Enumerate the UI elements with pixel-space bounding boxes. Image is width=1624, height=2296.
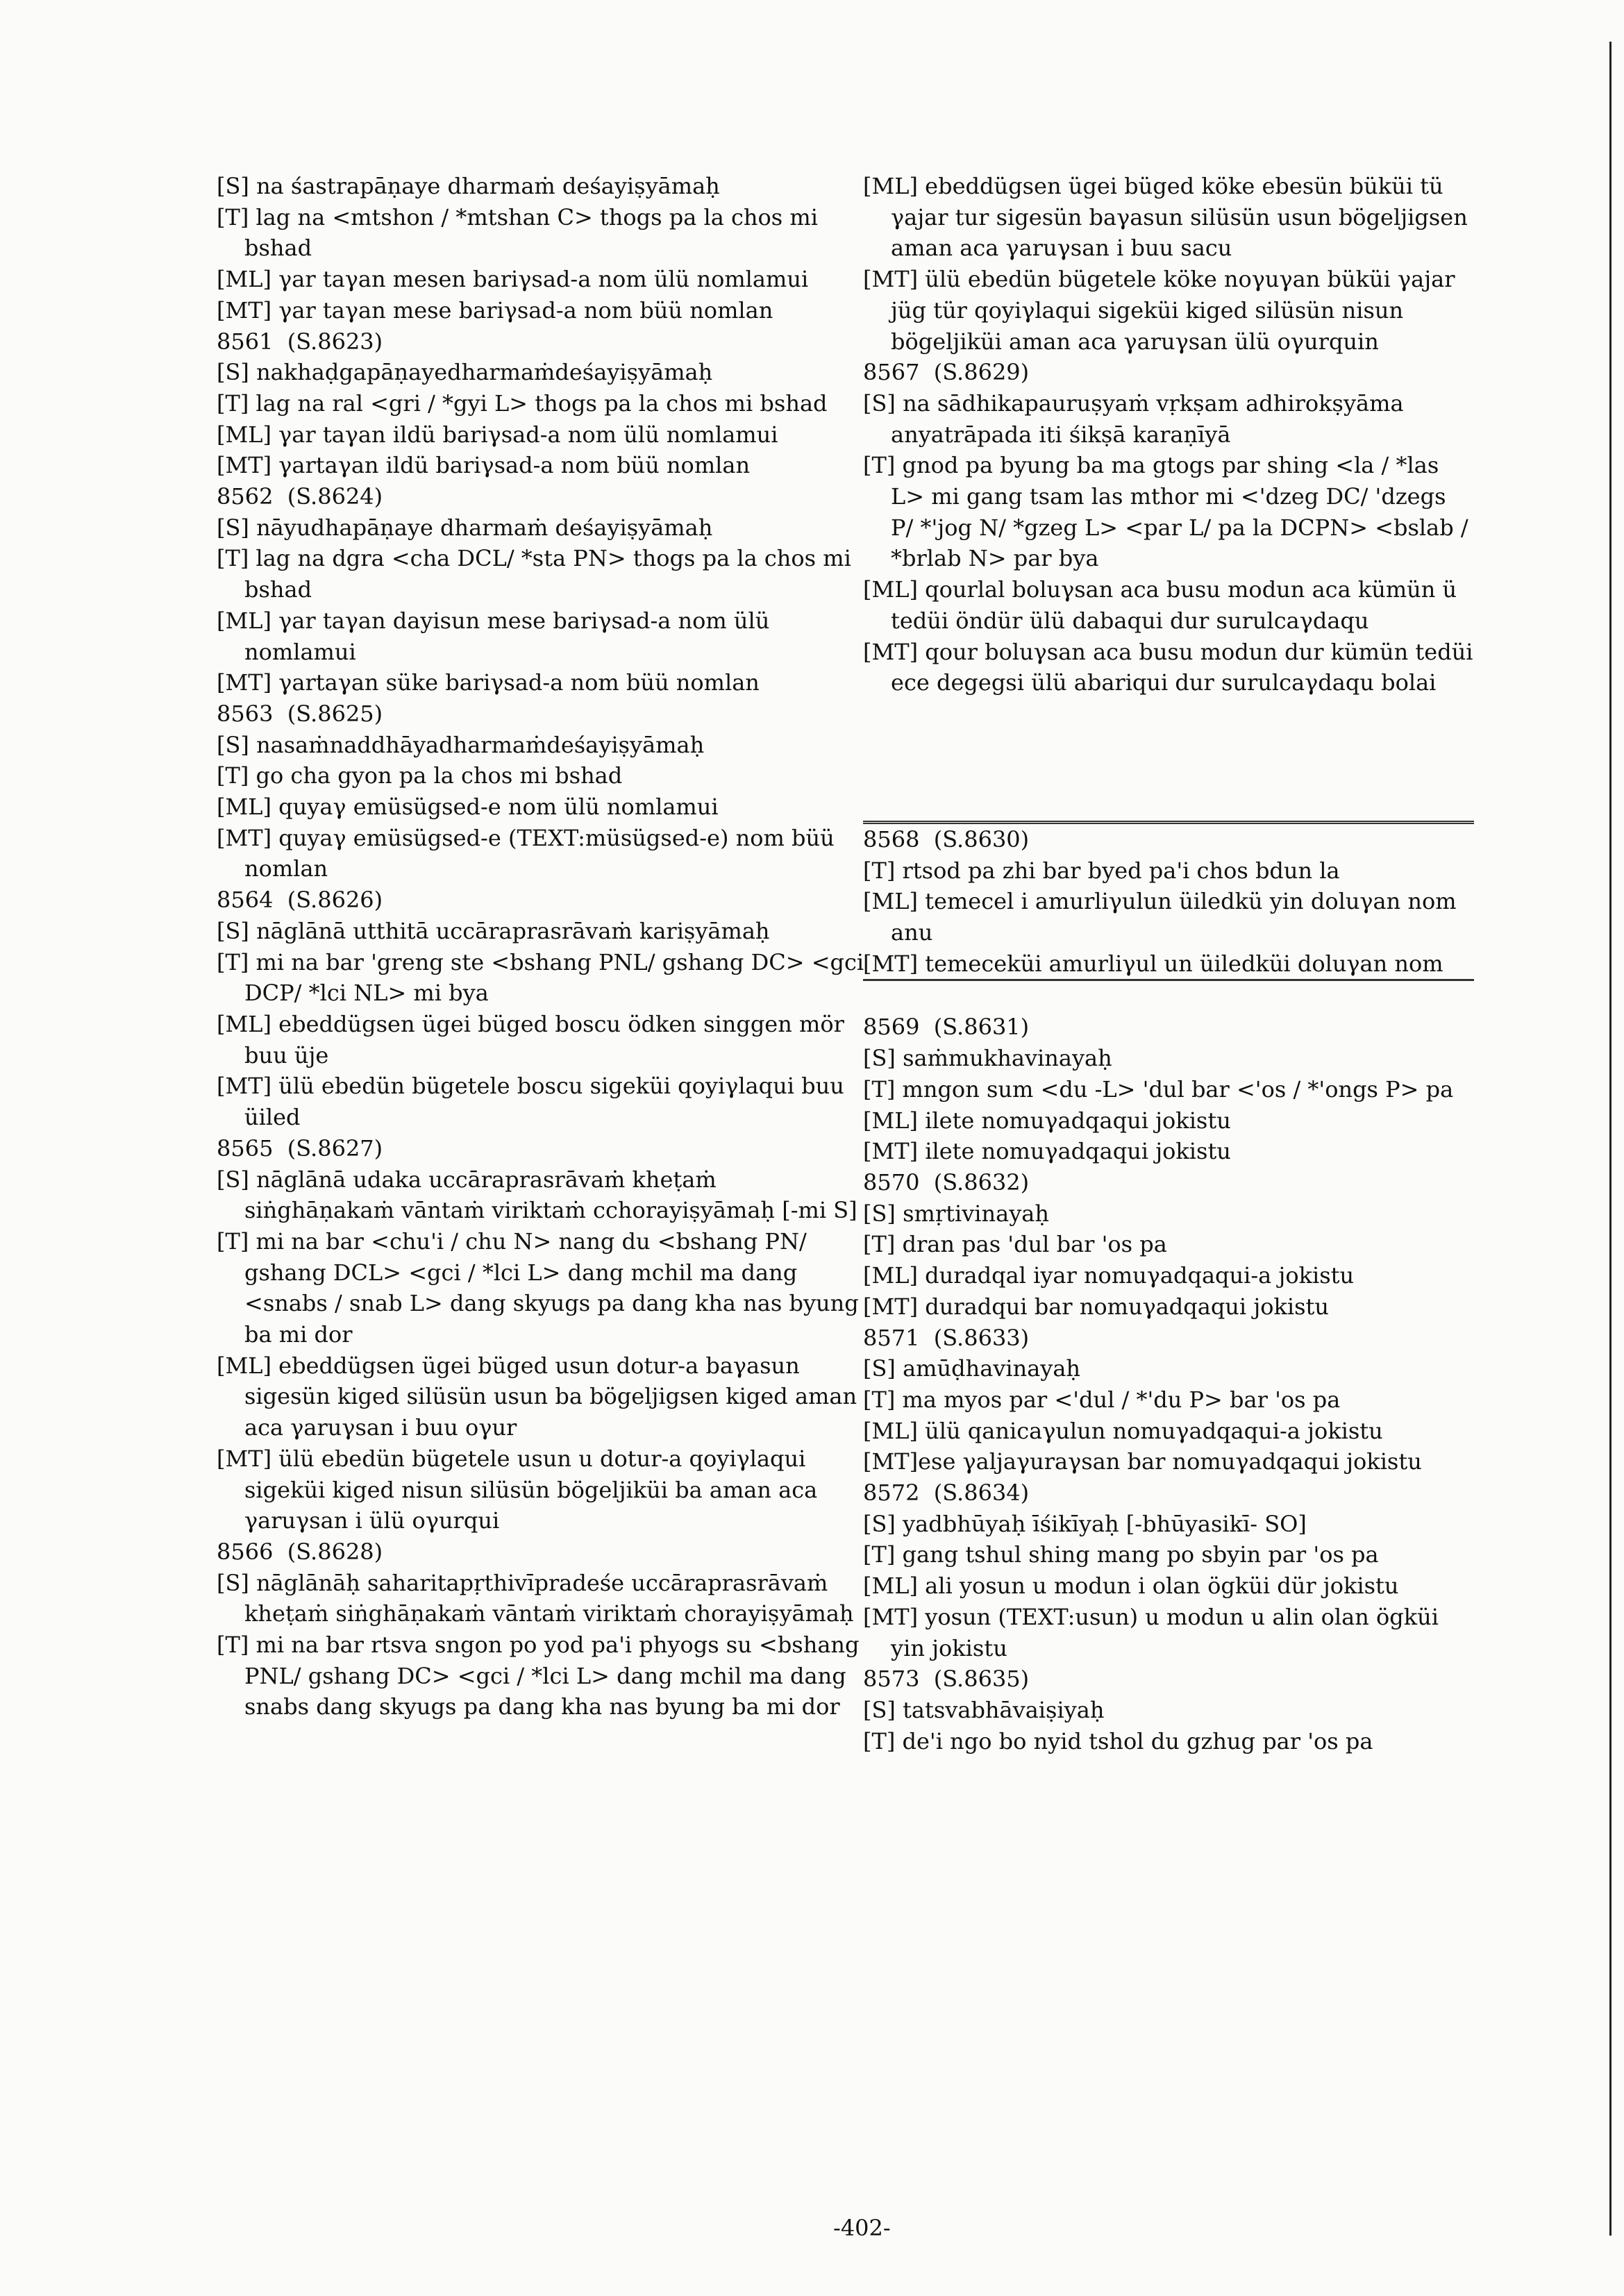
entry-line: [MT] γartaγan süke bariγsad-a nom büü nomlan xyxy=(217,669,760,696)
entry-line: [S] na śastrapāṇaye dharmaṁ deśayiṣyāmaḥ xyxy=(217,173,720,199)
entry-line: [S] amūḍhavinayaḥ xyxy=(863,1355,1081,1382)
entry-line: [S] nasaṁnaddhāyadharmaṁdeśayiṣyāmaḥ xyxy=(217,731,705,758)
entry-line: [S] nāglānāḥ saharitapṛthivīpradeśe uccāraprasrāvaṁ kheṭaṁ siṅghāṇakaṁ vāntaṁ viriktaṁ chorayiṣyāmaḥ xyxy=(217,1569,854,1627)
entry-line: [T] go cha gyon pa la chos mi bshad xyxy=(217,762,623,789)
entry-line: [MT] yosun (TEXT:usun) u modun u alin olan ögküi yin jokistu xyxy=(863,1603,1439,1661)
entry-line: [T] mi na bar 'greng ste <bshang PNL/ gshang DC> <gci DCP/ *lci NL> mi bya xyxy=(217,948,864,1007)
entry-line: [T] mngon sum <du -L> 'dul bar <'os / *'ongs P> pa xyxy=(863,1075,1454,1103)
entry-line: [S] smṛtivinayaḥ xyxy=(863,1200,1049,1227)
entry-number: 8573 (S.8635) xyxy=(863,1666,1030,1693)
entry-line: [S] yadbhūyaḥ īśikīyaḥ [-bhūyasikī- SO] xyxy=(863,1510,1307,1537)
entry-number: 8562 (S.8624) xyxy=(217,483,383,510)
entry-line: [ML] γar taγan dayisun mese bariγsad-a nom ülü nomlamui xyxy=(217,607,770,665)
spacer xyxy=(863,729,1474,760)
entry-line: [S] nakhaḍgapāṇayedharmaṁdeśayiṣyāmaḥ xyxy=(217,359,713,386)
entry-line: [T] dran pas 'dul bar 'os pa xyxy=(863,1231,1167,1258)
entry-line: [S] na sādhikapauruṣyaṁ vṛkṣam adhirokṣyāma anyatrāpada iti śikṣā karaṇīyā xyxy=(863,389,1404,448)
entry-number: 8567 (S.8629) xyxy=(863,359,1030,386)
entry-line: [MT] γar taγan mese bariγsad-a nom büü nomlan xyxy=(217,296,773,324)
entry-line: [T] mi na bar <chu'i / chu N> nang du <bshang PN/ gshang DCL> <gci / *lci L> dang mchil ma dang <snabs / snab L> dang skyugs pa dang kha nas byung ba mi dor xyxy=(217,1227,859,1348)
entry-line: [ML] quyaγ emüsügsed-e nom ülü nomlamui xyxy=(217,794,719,821)
spacer xyxy=(863,698,1474,729)
entry-number: 8565 (S.8627) xyxy=(217,1134,383,1162)
entry-line: [ML] duradqal iyar nomuγadqaqui-a jokistu xyxy=(863,1262,1355,1289)
entry-line: [S] nāglānā utthitā uccāraprasrāvaṁ kariṣyāmaḥ xyxy=(217,917,770,944)
entry-number: 8564 (S.8626) xyxy=(217,887,383,914)
entry-line: [S] tatsvabhāvaiṣiyaḥ xyxy=(863,1696,1105,1723)
entry-line: [ML] temecel i amurliγulun üiledkü yin doluγan nom anu xyxy=(863,888,1457,946)
entry-number: 8563 (S.8625) xyxy=(217,700,383,727)
entry-line: [MT] γartaγan ildü bariγsad-a nom büü nomlan xyxy=(217,452,751,479)
spacer xyxy=(863,760,1474,790)
page-edge-line xyxy=(1609,42,1612,2236)
entry-line: [ML] ülü qanicaγulun nomuγadqaqui-a jokistu xyxy=(863,1417,1383,1444)
entry-number: 8561 (S.8623) xyxy=(217,328,383,355)
entry-line: [MT] duradqui bar nomuγadqaqui jokistu xyxy=(863,1293,1330,1320)
entry-line: [S] saṁmukhavinayaḥ xyxy=(863,1045,1112,1072)
entry-line: [T] rtsod pa zhi bar byed pa'i chos bdun la xyxy=(863,857,1340,884)
entry-line: [MT] ülü ebedün bügetele köke noγuγan büküi γajar jüg tür qoyiγlaqui sigeküi kiged silüsün nisun bögeljiküi aman aca γaruγsan ülü oγurquin xyxy=(863,266,1455,355)
entry-number: 8571 (S.8633) xyxy=(863,1324,1030,1351)
entry-line: [ML] ebeddügsen ügei büged köke ebesün büküi tü γajar tur sigesün baγasun silüsün usun bögeljigsen aman aca γaruγsan i buu sacu xyxy=(863,173,1468,262)
entry-number: 8566 (S.8628) xyxy=(217,1538,383,1565)
entry-line: [MT] temeceküi amurliγul un üiledküi doluγan nom xyxy=(863,950,1443,977)
entry-line: [ML] ali yosun u modun i olan ögküi dür jokistu xyxy=(863,1573,1399,1600)
entry-line: [T] de'i ngo bo nyid tshol du gzhug par 'os pa xyxy=(863,1727,1373,1754)
entry-line: [ML] ebeddügsen ügei büged usun dotur-a baγasun sigesün kiged silüsün usun ba bögeljigsen kiged aman aca γaruγsan i buu oγur xyxy=(217,1352,857,1441)
entry-line: [ML] γar taγan mesen bariγsad-a nom ülü nomlamui xyxy=(217,266,809,293)
entry-number: 8569 (S.8631) xyxy=(863,1014,1030,1041)
entry-line: [MT] qour boluγsan aca busu modun dur kümün tedüi ece degegsi ülü abariqui dur surulcaγdaqu bolai xyxy=(863,638,1473,696)
entry-number: 8568 (S.8630) xyxy=(863,826,1030,853)
entry-line: [T] lag na ral <gri / *gyi L> thogs pa la chos mi bshad xyxy=(217,389,828,417)
left-column xyxy=(217,171,867,1723)
entry-line: [T] gang tshul shing mang po sbyin par 'os pa xyxy=(863,1541,1379,1568)
right-column xyxy=(863,171,1474,1757)
entry-number: 8572 (S.8634) xyxy=(863,1480,1030,1507)
entry-line: [ML] ebeddügsen ügei büged boscu ödken singgen mör buu üje xyxy=(217,1010,844,1069)
entry-line: [ML] γar taγan ildü bariγsad-a nom ülü nomlamui xyxy=(217,421,778,448)
entry-line: [T] lag na <mtshon / *mtshan C> thogs pa la chos mi bshad xyxy=(217,203,818,262)
entry-line: [T] mi na bar rtsva sngon po yod pa'i phyogs su <bshang PNL/ gshang DC> <gci / *lci L> dang mchil ma dang snabs dang skyugs pa dang kha nas byung ba mi dor xyxy=(217,1632,860,1720)
entry-line: [ML] ilete nomuγadqaqui jokistu xyxy=(863,1107,1231,1134)
entry-line: [T] gnod pa byung ba ma gtogs par shing <la / *las L> mi gang tsam las mthor mi <'dzeg DC/ 'dzegs P/ *'jog N/ *gzeg L> <par L/ pa la DCPN> <bslab / *brlab N> par bya xyxy=(863,452,1468,572)
entry-line: [T] lag na dgra <cha DCL/ *sta PN> thogs pa la chos mi bshad xyxy=(217,545,851,603)
entry-line: [MT] ülü ebedün bügetele boscu sigeküi qoyiγlaqui buu üiled xyxy=(217,1073,844,1131)
entry-line: [S] nāyudhapāṇaye dharmaṁ deśayiṣyāmaḥ xyxy=(217,514,713,541)
page-number: -402- xyxy=(833,2215,891,2241)
entry-line: [MT]ese γaljaγuraγsan bar nomuγadqaqui jokistu xyxy=(863,1448,1422,1475)
entry-line: [T] ma myos par <'dul / *'du P> bar 'os pa xyxy=(863,1386,1341,1413)
spacer xyxy=(863,981,1474,1012)
entry-line: [MT] ilete nomuγadqaqui jokistu xyxy=(863,1138,1231,1165)
spacer xyxy=(863,790,1474,821)
entry-line: [S] nāglānā udaka uccāraprasrāvaṁ kheṭaṁ siṅghāṇakaṁ vāntaṁ viriktaṁ cchorayiṣyāmaḥ [-mi S] xyxy=(217,1166,857,1224)
entry-line: [MT] ülü ebedün bügetele usun u dotur-a qoyiγlaqui sigeküi kiged nisun silüsün bögeljiküi ba aman aca γaruγsan i ülü oγurqui xyxy=(217,1445,818,1534)
entry-line: [ML] qourlal boluγsan aca busu modun aca kümün ü tedüi öndür ülü dabaqui dur surulcaγdaqu xyxy=(863,576,1457,634)
entry-line: [MT] quyaγ emüsügsed-e (TEXT:müsügsed-e) nom büü nomlan xyxy=(217,824,835,882)
entry-number: 8570 (S.8632) xyxy=(863,1168,1030,1196)
